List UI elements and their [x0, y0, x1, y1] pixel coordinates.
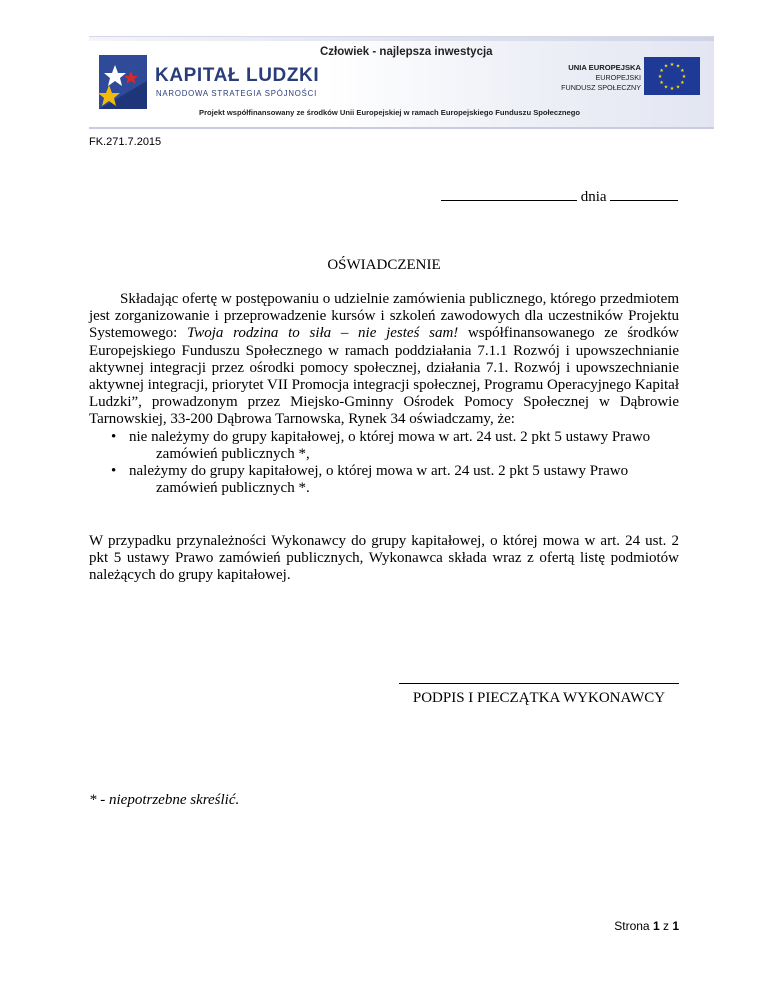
- page-current: 1: [652, 919, 660, 933]
- svg-text:★: ★: [657, 74, 663, 80]
- place-blank: [441, 186, 577, 201]
- program-title: KAPITAŁ LUDZKI: [155, 65, 320, 86]
- svg-text:★: ★: [680, 68, 685, 74]
- eu-line-2: EUROPEJSKI: [595, 73, 641, 82]
- statement-text: [89, 291, 679, 429]
- list-item-line-1: nie należymy do grupy kapitałowej, o której mowa w art. 24 ust. 2 pkt 5 ustawy Prawo: [129, 428, 651, 445]
- program-subtitle: NARODOWA STRATEGIA SPÓJNOŚCI: [156, 89, 318, 98]
- place-date-line: [441, 186, 679, 206]
- signature-label: PODPIS I PIECZĄTKA WYKONAWCY: [412, 690, 666, 706]
- svg-text:★: ★: [659, 80, 664, 86]
- svg-text:★: ★: [669, 62, 675, 68]
- capital-group-paragraph: W przypadku przynależności Wykonawcy do grupy kapitałowej, o której mowa w art. 24 ust. 2 pkt 5 ustawy Prawo zamówień publicznych, Wykonawca składa wraz z ofertą listę podmiotów należących do grupy kapitałowej.: [89, 533, 679, 584]
- document-title: OŚWIADCZENIE: [327, 257, 441, 273]
- list-item-line-2: zamówień publicznych *.: [156, 480, 310, 497]
- statement-text-start: Składając ofertę w postępowaniu o udzielnie zamówienia publicznego, którego przedmiotem jest zorganizowanie i przeprowadzenie kursów i szkoleń zawodowych dla uczestników Projektu Systemowego:: [89, 291, 679, 342]
- bullet-icon: •: [111, 428, 117, 445]
- banner-top-strip: [89, 37, 714, 41]
- footnote: * - niepotrzebne skreślić.: [89, 792, 240, 808]
- header-banner: [89, 36, 714, 129]
- project-name: Twoja rodzina to siła – nie jesteś sam!: [187, 325, 459, 342]
- statement-text-end: współfinansowanego ze środków Europejskiego Funduszu Społecznego w ramach poddziałania 7.1.1 Rozwój i upowszechnianie aktywnej integracji przez ośrodki pomocy społecznej, działania 7.1. Rozwój i upowszechnianie aktywnej integracji, priorytet VII Promocja integracji społecznej, Programu Operacyjnego Kapitał Ludzki”, prowadzonym przez Miejsko-Gminny Ośrodek Pomocy Społecznej w Dąbrowie Tarnowskiej, 33-200 Dąbrowa Tarnowska, Rynek 34 oświadczamy, że:: [89, 325, 679, 428]
- list-item: [89, 429, 679, 463]
- eu-flag-icon: [644, 57, 700, 95]
- page-total: 1: [672, 919, 679, 933]
- svg-text:★: ★: [663, 63, 669, 70]
- list-item-line-2: zamówień publicznych *,: [156, 445, 310, 462]
- page-separator: z: [662, 919, 669, 933]
- list-item: [89, 463, 679, 497]
- date-word: dnia: [580, 189, 607, 205]
- eu-line-3: FUNDUSZ SPOŁECZNY: [561, 83, 641, 92]
- svg-text:★: ★: [669, 86, 675, 92]
- svg-text:★: ★: [681, 74, 687, 80]
- slogan: Człowiek - najlepsza inwestycja: [320, 46, 493, 58]
- date-blank: [610, 186, 678, 201]
- eu-line-1: UNIA EUROPEJSKA: [568, 63, 641, 72]
- kapital-ludzki-logo-icon: [95, 51, 151, 113]
- declaration-list: [89, 429, 679, 498]
- bullet-icon: •: [111, 463, 117, 480]
- page-number: [614, 919, 679, 933]
- page-label: Strona: [614, 919, 650, 933]
- statement-paragraph: [89, 291, 679, 497]
- svg-text:★: ★: [675, 84, 681, 91]
- svg-text:★: ★: [675, 63, 681, 70]
- signature-line: [399, 683, 679, 684]
- eu-label: [511, 63, 641, 93]
- svg-text:★: ★: [680, 80, 685, 86]
- reference-number: FK.271.7.2015: [89, 136, 162, 148]
- cofinancing-note: Projekt współfinansowany ze środków Unii Europejskiej w ramach Europejskiego Funduszu Społecznego: [199, 108, 581, 117]
- svg-text:★: ★: [663, 84, 669, 91]
- list-item-line-1: należymy do grupy kapitałowej, o której mowa w art. 24 ust. 2 pkt 5 ustawy Prawo: [129, 463, 629, 480]
- svg-text:★: ★: [659, 68, 664, 74]
